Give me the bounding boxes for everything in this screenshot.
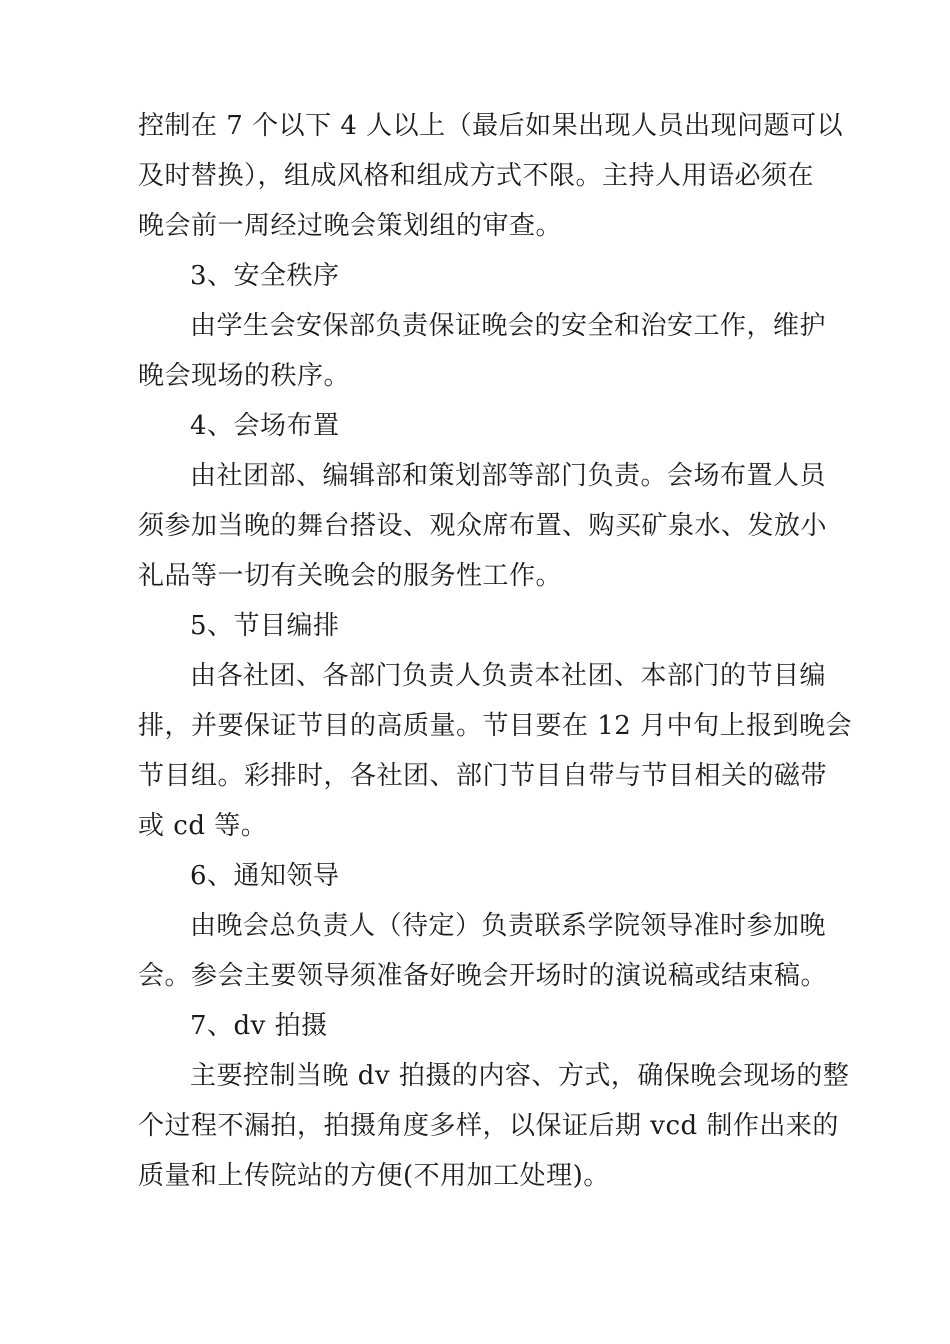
section-heading-program: 5、节目编排 (190, 611, 340, 641)
section-heading-security: 3、安全秩序 (190, 261, 340, 291)
body-text-line: 晚会现场的秩序。 (138, 361, 351, 391)
section-heading-dv: 7、dv 拍摄 (190, 1011, 328, 1041)
body-text-line: 会。参会主要领导须准备好晚会开场时的演说稿或结束稿。 (138, 961, 828, 991)
body-text-line: 节目组。彩排时，各社团、部门节目自带与节目相关的磁带 (138, 761, 828, 791)
body-text-line: 由学生会安保部负责保证晚会的安全和治安工作，维护 (190, 311, 827, 341)
section-heading-notify: 6、通知领导 (190, 861, 340, 891)
body-text-line: 由各社团、各部门负责人负责本社团、本部门的节目编 (190, 661, 827, 691)
body-text-line: 须参加当晚的舞台搭设、观众席布置、购买矿泉水、发放小 (138, 511, 828, 541)
body-text-line: 及时替换），组成风格和组成方式不限。主持人用语必须在 (138, 161, 815, 191)
body-text-line: 由社团部、编辑部和策划部等部门负责。会场布置人员 (190, 461, 827, 491)
body-text-line: 排，并要保证节目的高质量。节目要在 12 月中旬上报到晚会 (138, 711, 853, 741)
body-text-line: 质量和上传院站的方便(不用加工处理)。 (138, 1161, 610, 1191)
body-text-line: 或 cd 等。 (138, 811, 268, 841)
body-text-line: 主要控制当晚 dv 拍摄的内容、方式，确保晚会现场的整 (190, 1061, 850, 1091)
body-text-line: 晚会前一周经过晚会策划组的审查。 (138, 211, 563, 241)
body-text-line: 控制在 7 个以下 4 人以上（最后如果出现人员出现问题可以 (138, 111, 844, 141)
body-text-line: 由晚会总负责人（待定）负责联系学院领导准时参加晚 (190, 911, 827, 941)
body-text-line: 礼品等一切有关晚会的服务性工作。 (138, 561, 563, 591)
body-text-line: 个过程不漏拍，拍摄角度多样，以保证后期 vcd 制作出来的 (138, 1111, 839, 1141)
section-heading-venue: 4、会场布置 (190, 411, 340, 441)
